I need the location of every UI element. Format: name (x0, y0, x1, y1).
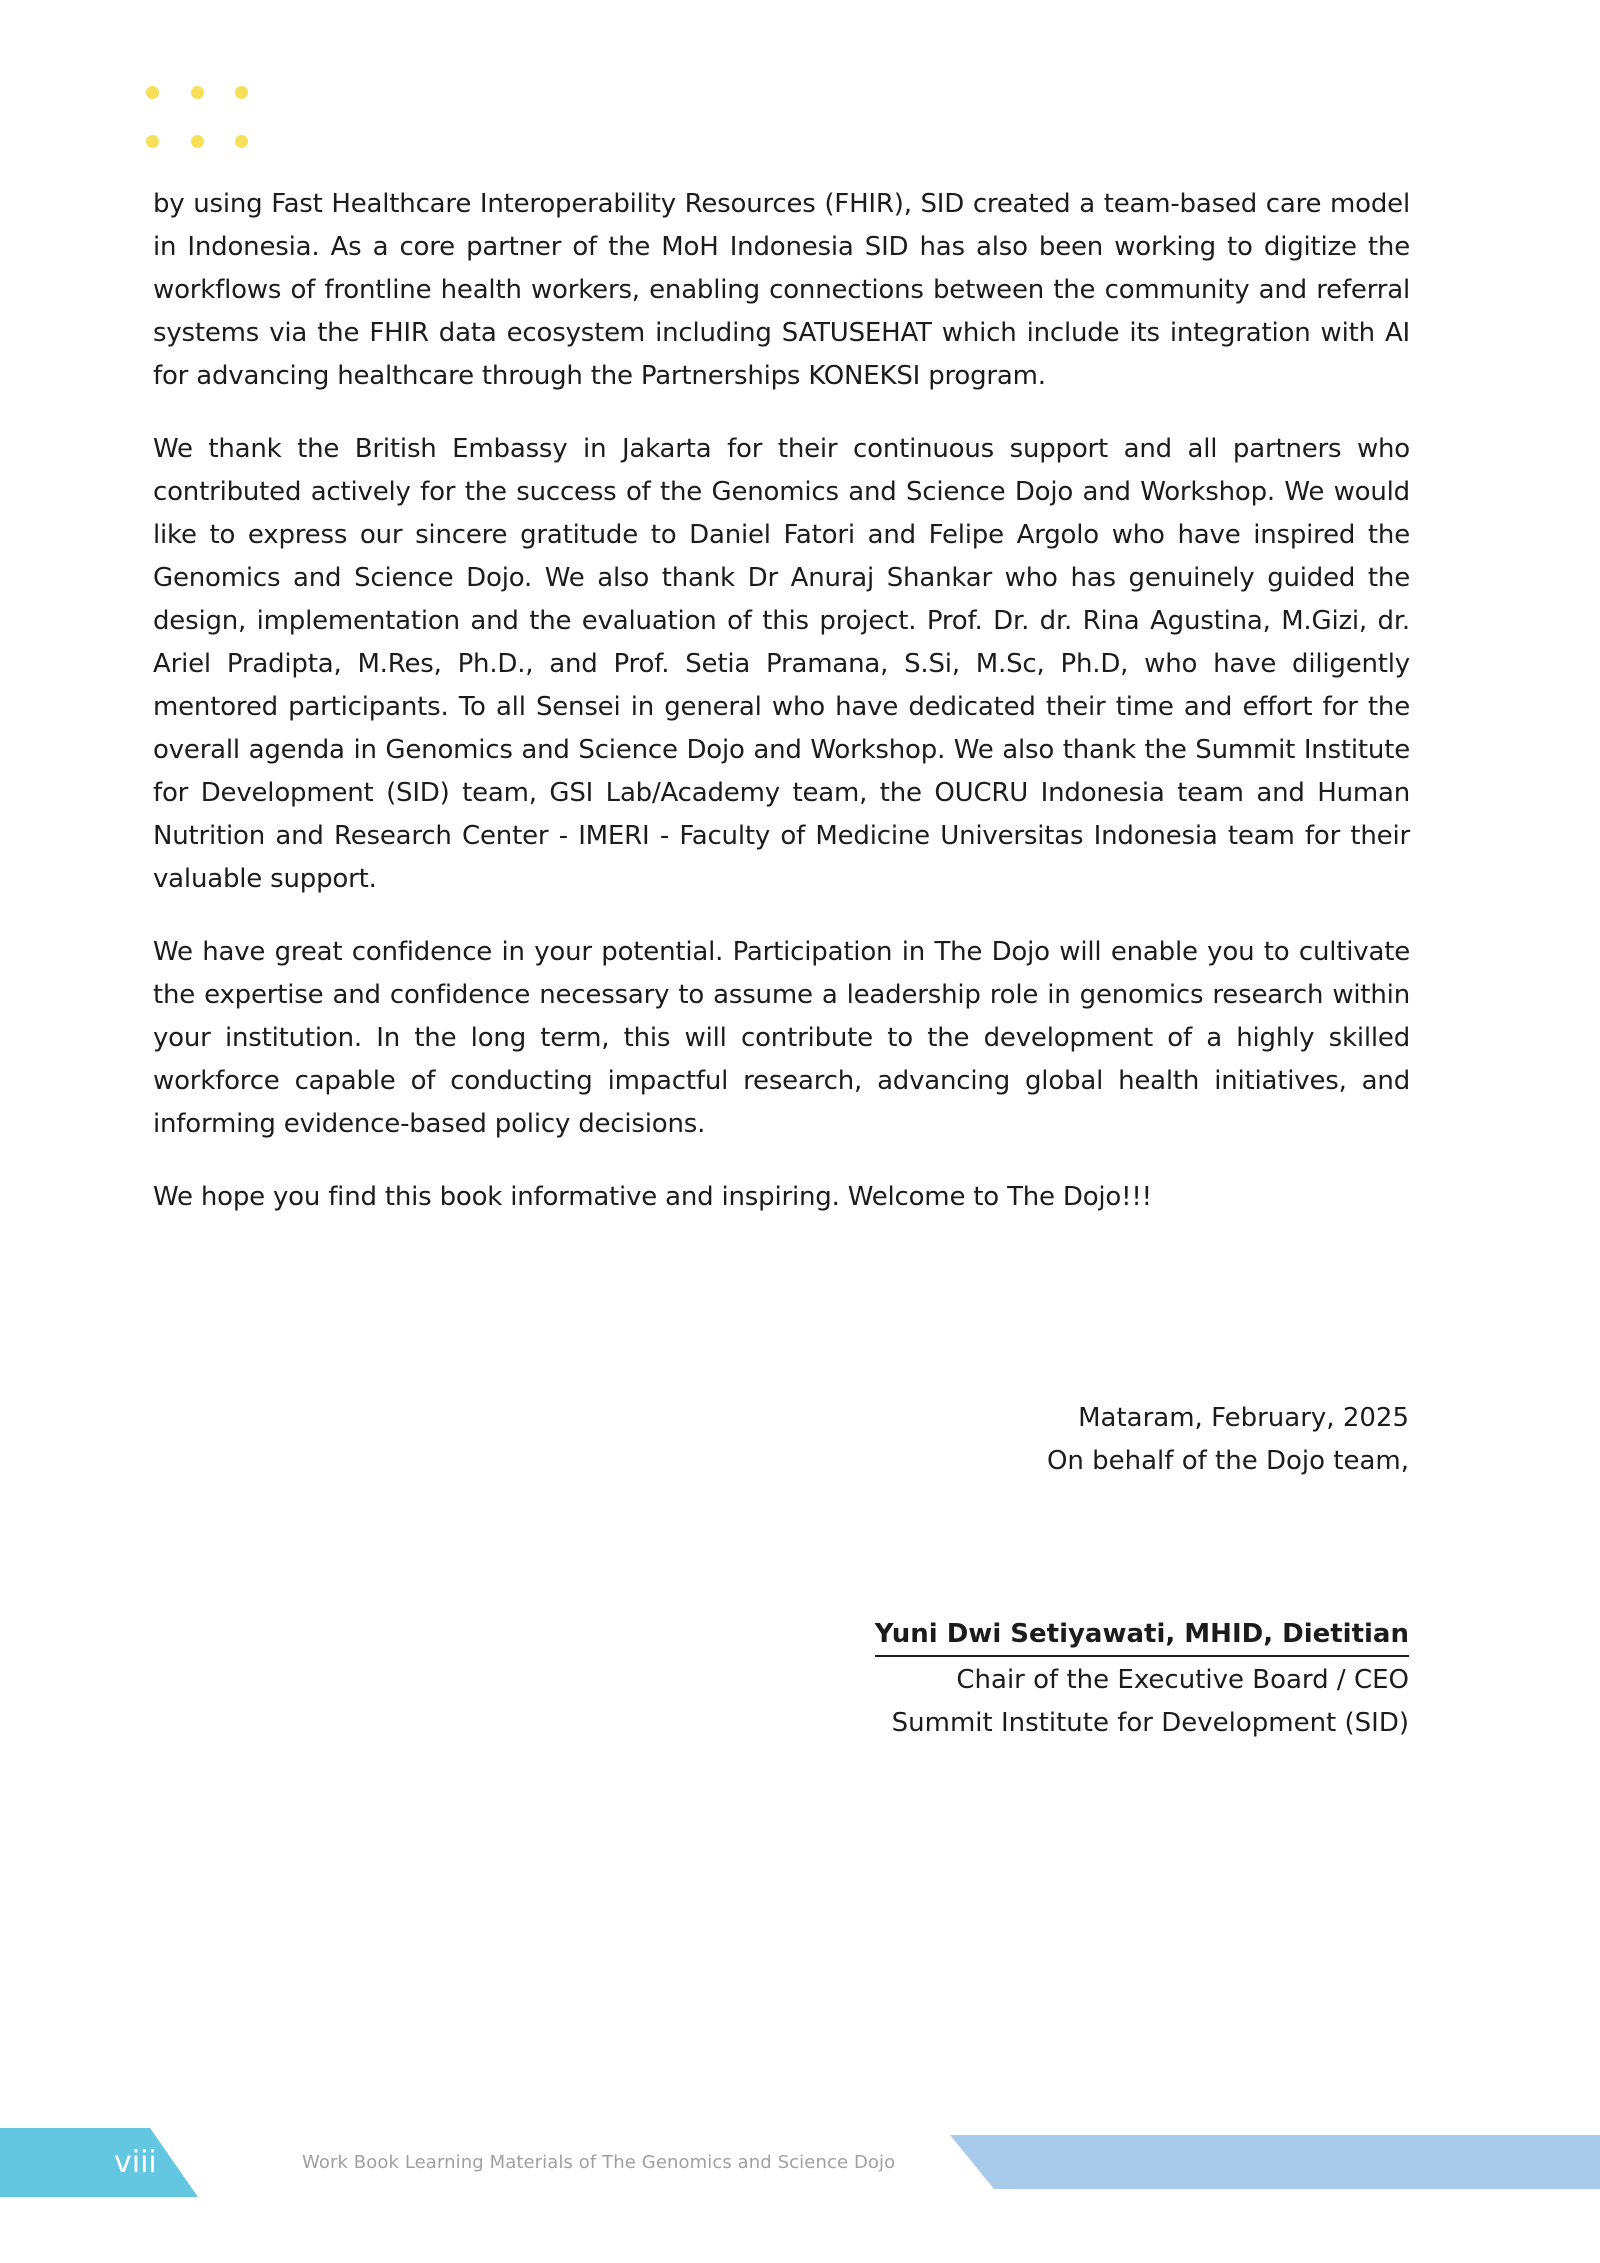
signatory-title: Chair of the Executive Board / CEO (956, 1665, 1409, 1695)
paragraph-acknowledgements: We thank the British Embassy in Jakarta for their continuous support and all partners who contributed actively for the success of the Genomics and Science Dojo and Workshop. We would like to express our sincere gratitude to Daniel Fatori and Felipe Argolo who have inspired the Genomics and Science Dojo. We also thank Dr Anuraj Shankar who has genuinely guided the design, implementation and the evaluation of this project. Prof. Dr. dr. Rina Agustina, M.Gizi, dr. Ariel Pradipta, M.Res, Ph.D., and Prof. Setia Pramana, S.Si, M.Sc, Ph.D, who have diligently mentored participants. To all Sensei in general who have dedicated their time and effort for the overall agenda in Genomics and Science Dojo and Workshop. We also thank the Summit Institute for Development (SID) team, GSI Lab/Academy team, the OUCRU Indonesia team and Human Nutrition and Research Center - IMERI - Faculty of Medicine Universitas Indonesia team for their valuable support. (153, 434, 1410, 894)
dot-icon (191, 86, 204, 99)
on-behalf-line: On behalf of the Dojo team, (1046, 1446, 1409, 1476)
dot-icon (191, 135, 204, 148)
dot-icon (235, 86, 248, 99)
decorative-dots (146, 86, 256, 156)
signatory-organization: Summit Institute for Development (SID) (891, 1708, 1409, 1738)
page-number: viii (114, 2145, 157, 2180)
dot-icon (235, 135, 248, 148)
footer-left-band (0, 2128, 198, 2197)
dot-icon (146, 135, 159, 148)
place-date: Mataram, February, 2025 (1078, 1403, 1409, 1433)
signature-block (875, 1613, 1409, 1745)
paragraph-fhir: by using Fast Healthcare Interoperability Resources (FHIR), SID created a team-based care model in Indonesia. As a core partner of the MoH Indonesia SID has also been working to digitize the workflows of frontline health workers, enabling connections between the community and referral systems via the FHIR data ecosystem including SATUSEHAT which include its integration with AI for advancing healthcare through the Partnerships KONEKSI program. (153, 189, 1410, 391)
dot-icon (146, 86, 159, 99)
signoff (1047, 1397, 1409, 1483)
footer-right-band (950, 2135, 1600, 2189)
paragraph-confidence: We have great confidence in your potential. Participation in The Dojo will enable you to cultivate the expertise and confidence necessary to assume a leadership role in genomics research within your institution. In the long term, this will contribute to the development of a highly skilled workforce capable of conducting impactful research, advancing global health initiatives, and informing evidence-based policy decisions. (153, 937, 1410, 1139)
paragraph-welcome: We hope you find this book informative and inspiring. Welcome to The Dojo!!! (153, 1182, 1152, 1212)
body-text (153, 183, 1410, 1249)
signatory-name: Yuni Dwi Setiyawati, MHID, Dietitian (875, 1615, 1409, 1657)
footer-book-title: Work Book Learning Materials of The Genomics and Science Dojo (302, 2152, 896, 2173)
